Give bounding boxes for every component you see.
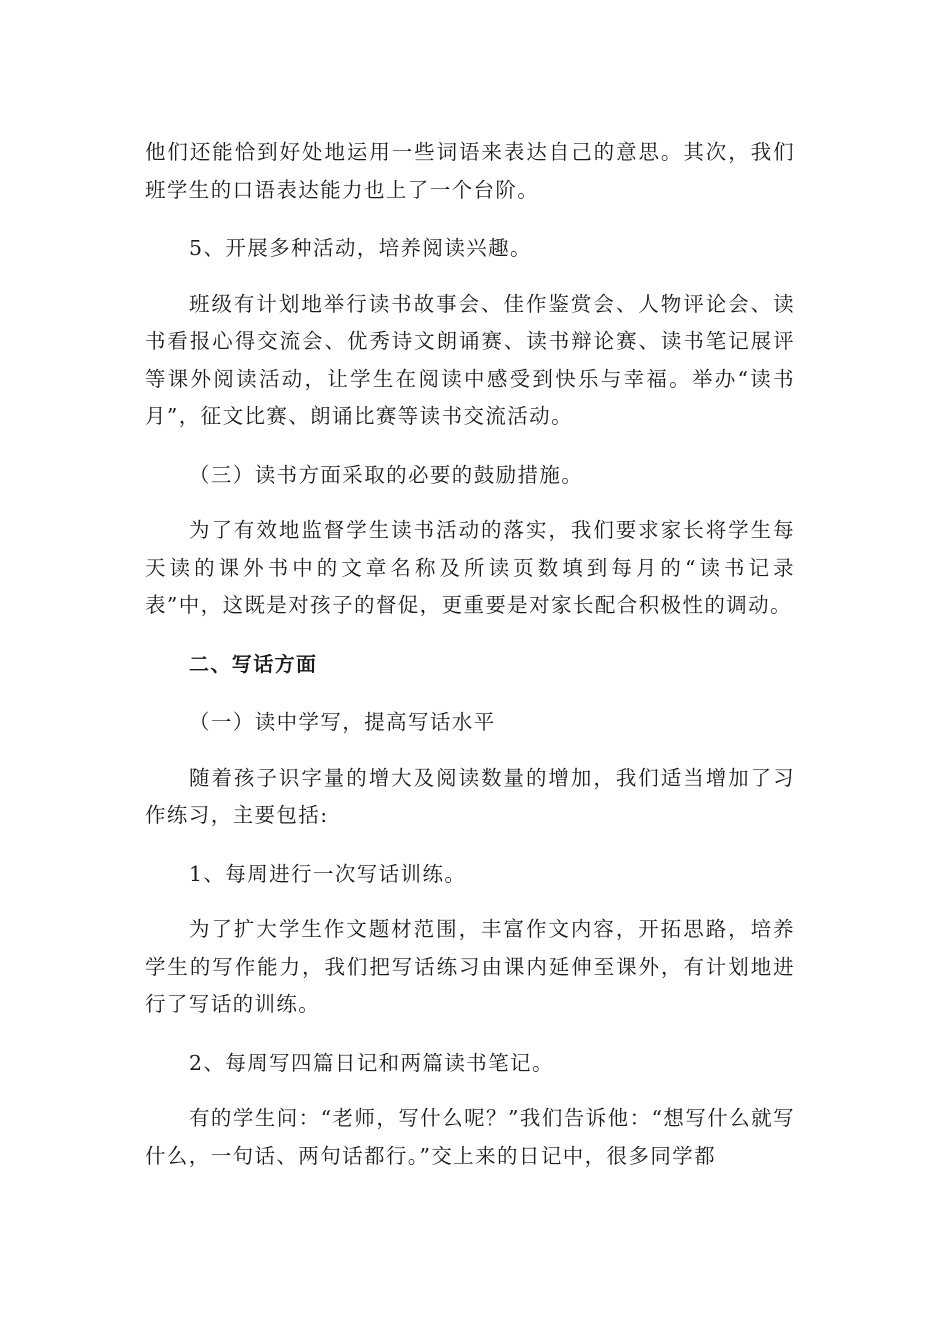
subheading-read-to-write: （一）读中学写，提高写话水平	[189, 710, 496, 734]
paragraph-writing-intro: 随着孩子识字量的增大及阅读数量的增加，我们适当增加了习作练习，主要包括:	[145, 765, 795, 827]
paragraph-weekly-training: 为了扩大学生作文题材范围，丰富作文内容，开拓思路，培养学生的写作能力，我们把写话练习由课内延伸至课外，有计划地进行了写话的训练。	[145, 917, 795, 1016]
section-heading-writing: 二、写话方面	[189, 651, 318, 676]
paragraph-activities: 班级有计划地举行读书故事会、佳作鉴赏会、人物评论会、读书看报心得交流会、优秀诗文朗诵赛、读书辩论赛、读书笔记展评等课外阅读活动，让学生在阅读中感受到快乐与幸福。举办“读书月”，征文比赛、朗诵比赛等读书交流活动。	[145, 291, 795, 428]
paragraph-incentives: 为了有效地监督学生读书活动的落实，我们要求家长将学生每天读的课外书中的文章名称及所读页数填到每月的“读书记录表”中，这既是对孩子的督促，更重要是对家长配合积极性的调动。	[145, 518, 795, 617]
paragraph-diaries: 有的学生问：“老师，写什么呢？”我们告诉他：“想写什么就写什么，一句话、两句话都行。”交上来的日记中，很多同学都	[145, 1106, 795, 1168]
subheading-activities: 5、开展多种活动，培养阅读兴趣。	[189, 236, 532, 260]
document-body	[145, 134, 795, 1196]
paragraph-continuation: 他们还能恰到好处地运用一些词语来表达自己的意思。其次，我们班学生的口语表达能力也上了一个台阶。	[145, 140, 795, 202]
subheading-incentives: （三）读书方面采取的必要的鼓励措施。	[189, 462, 584, 487]
subheading-diaries: 2、每周写四篇日记和两篇读书笔记。	[189, 1050, 554, 1075]
subheading-weekly-training: 1、每周进行一次写话训练。	[189, 861, 467, 886]
